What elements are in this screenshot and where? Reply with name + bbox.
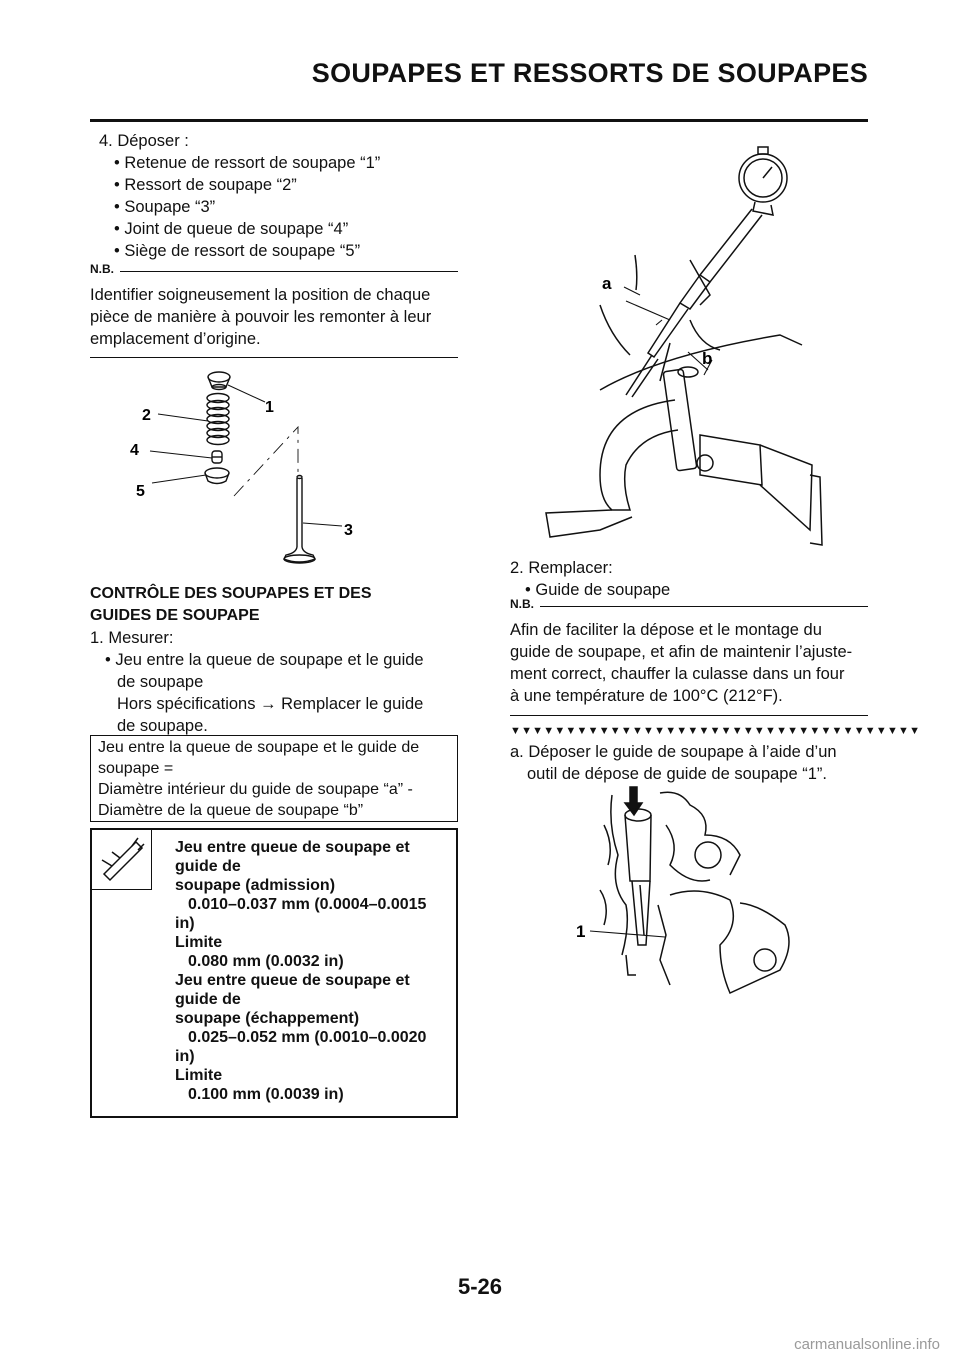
caliper-icon (92, 830, 150, 888)
note-line: pièce de manière à pouvoir les remonter à leur (90, 308, 432, 326)
watermark: carmanualsonline.info (794, 1336, 940, 1353)
valve-components-figure (120, 365, 380, 580)
spec-value: 0.010–0.037 mm (0.0004–0.0015 (188, 896, 427, 913)
spec-value: 0.025–0.052 mm (0.0010–0.0020 (188, 1029, 427, 1046)
spec-value-cont: in) (175, 915, 195, 932)
note-line: Afin de faciliter la dépose et le montage du (510, 621, 822, 639)
step-2 (510, 557, 870, 601)
label-b: b (702, 349, 713, 368)
list-item: • Retenue de ressort de soupape “1” (114, 154, 381, 172)
spec-label: Limite (175, 1067, 223, 1084)
measurement-figure (540, 145, 840, 555)
spec-label: Limite (175, 934, 223, 951)
note-header (510, 597, 868, 611)
spec-box (90, 828, 458, 1118)
list-item: • Ressort de soupape “2” (114, 176, 297, 194)
list-item-cont: Hors spécifications → Remplacer le guide (117, 695, 424, 713)
list-item: • Soupape “3” (114, 198, 216, 216)
note-label: N.B. (90, 262, 114, 276)
callout-5: 5 (136, 483, 145, 500)
note-line: Identifier soigneusement la position de chaque (90, 286, 431, 304)
list-item-cont: de soupape (117, 673, 204, 691)
formula-line: soupape = (98, 760, 174, 777)
spec-label: Jeu entre queue de soupape et (175, 972, 410, 989)
spec-value: 0.100 mm (0.0039 in) (188, 1086, 344, 1103)
note-2 (510, 597, 868, 707)
spec-label: soupape (échappement) (175, 1010, 360, 1027)
substep-a (510, 741, 870, 785)
note-rule (120, 271, 458, 272)
note-1-end-rule (90, 357, 458, 358)
section-valve-guide-check (90, 583, 460, 737)
callout-3: 3 (344, 522, 353, 539)
spec-label: Jeu entre queue de soupape et (175, 839, 410, 856)
formula-line: Jeu entre la queue de soupape et le guide de (98, 739, 420, 756)
spec-label: guide de (175, 858, 241, 875)
callout-4: 4 (130, 442, 139, 459)
section-title-line: GUIDES DE SOUPAPE (90, 607, 260, 624)
formula-line: Diamètre de la queue de soupape “b” (98, 802, 364, 819)
page-title: SOUPAPES ET RESSORTS DE SOUPAPES (311, 58, 868, 88)
step-2-heading: 2. Remplacer: (510, 559, 613, 577)
formula-box (90, 735, 458, 822)
note-rule (540, 606, 868, 607)
spec-label: soupape (admission) (175, 877, 336, 894)
valve-guide-removal-figure (570, 785, 820, 1000)
note-line: à une température de 100°C (212°F). (510, 687, 783, 705)
note-line: emplacement d’origine. (90, 330, 261, 348)
spec-icon-cell (92, 830, 152, 890)
spec-label: guide de (175, 991, 241, 1008)
procedure-start-marker: ▼▼▼▼▼▼▼▼▼▼▼▼▼▼▼▼▼▼▼▼▼▼▼▼▼▼▼▼▼▼▼▼▼▼▼▼▼ (510, 725, 921, 737)
substep-line: a. Déposer le guide de soupape à l’aide d’un (510, 743, 837, 761)
list-item: • Siège de ressort de soupape “5” (114, 242, 361, 260)
spec-value: 0.080 mm (0.0032 in) (188, 953, 344, 970)
note-1 (90, 262, 458, 350)
callout-1: 1 (265, 399, 274, 416)
spec-value-cont: in) (175, 1048, 195, 1065)
header-rule (90, 119, 868, 122)
step-4-heading: 4. Déposer : (99, 132, 189, 150)
page-number: 5-26 (457, 1274, 503, 1299)
list-item-cont: de soupape. (117, 717, 208, 735)
callout-1: 1 (576, 922, 586, 941)
step-1-heading: 1. Mesurer: (90, 629, 174, 647)
note-header (90, 262, 458, 276)
label-a: a (602, 274, 612, 293)
callout-2: 2 (142, 407, 151, 424)
list-item: • Guide de soupape (525, 581, 671, 599)
note-label: N.B. (510, 597, 534, 611)
list-item: • Joint de queue de soupape “4” (114, 220, 349, 238)
formula-line: Diamètre intérieur du guide de soupape “a” - (98, 781, 413, 798)
spec-text (175, 838, 455, 1104)
list-item: • Jeu entre la queue de soupape et le guide (105, 651, 424, 669)
step-4 (99, 130, 459, 262)
note-line: ment correct, chauffer la culasse dans un four (510, 665, 845, 683)
substep-line: outil de dépose de guide de soupape “1”. (527, 765, 827, 783)
section-title-line: CONTRÔLE DES SOUPAPES ET DES (90, 585, 372, 602)
note-line: guide de soupape, et afin de maintenir l’ajuste- (510, 643, 853, 661)
note-2-end-rule (510, 715, 868, 716)
